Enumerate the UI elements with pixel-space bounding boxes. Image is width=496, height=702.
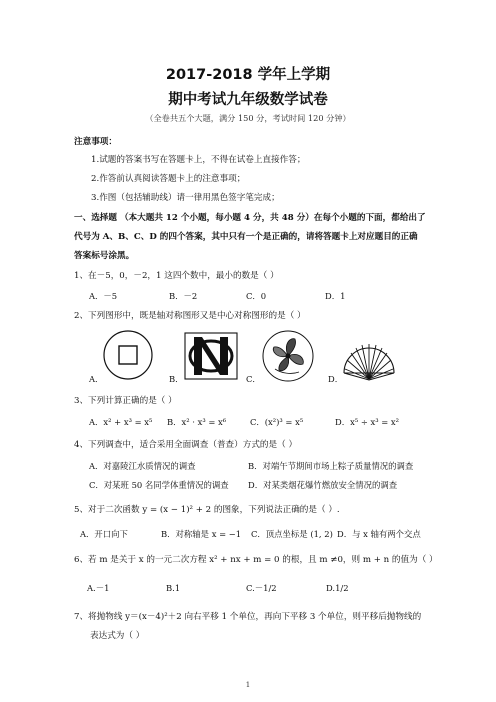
option-b: B.1 (166, 583, 181, 593)
option-a: A．－5 (89, 291, 118, 301)
option-c: C．(x²)³ = x⁵ (250, 417, 304, 427)
section-intro-line: 答案标号涂黑。 (74, 251, 135, 261)
circle-with-square-figure (102, 329, 154, 381)
option-a: A．开口向下 (80, 529, 128, 539)
question-stem: 6、若 m 是关于 x 的一元二次方程 x² + nx + m = 0 的根，且 m ≠0，则 m + n 的值为（ ） (74, 555, 438, 565)
option-b: B．对称轴是 x = −1 (161, 529, 242, 539)
option-c: C．顶点坐标是 (1, 2) (251, 529, 333, 539)
option-c: C．0 (246, 291, 267, 301)
title-line-2: 期中考试九年级数学试卷 (168, 92, 328, 108)
option-c: C． (246, 374, 261, 384)
question-stem: 1、在－5，0，－2，1 这四个数中，最小的数是（ ） (74, 271, 279, 281)
option-d: D．x⁵ ÷ x³ = x² (335, 417, 400, 427)
question-stem: 7、将抛物线 y＝(x－4)²＋2 向右平移 1 个单位，再向下平移 3 个单位，则平移后抛物线的 (74, 612, 422, 622)
exam-subtitle: （全卷共五个大题，满分 150 分，考试时间 120 分钟） (145, 113, 351, 123)
option-a: A．x² + x³ = x⁵ (89, 417, 153, 427)
section-intro-line: 一、选择题 （本大题共 12 个小题，每小题 4 分，共 48 分）在每个小题的下面，都给出了 (74, 213, 426, 223)
option-b: B．x² · x³ = x⁶ (167, 417, 227, 427)
question-stem: 2、下列图形中，既是轴对称图形又是中心对称图形的是（ ） (74, 311, 306, 321)
option-d: D.1/2 (326, 583, 349, 593)
option-d: D．1 (325, 291, 346, 301)
option-b: B．对端午节期间市场上粽子质量情况的调查 (248, 461, 414, 471)
option-b: B．－2 (169, 291, 198, 301)
note-item: 1.试题的答案书写在答题卡上，不得在试卷上直接作答； (91, 155, 306, 165)
notes-heading: 注意事项： (74, 137, 117, 147)
option-c: C．对某班 50 名同学体重情况的调查 (89, 480, 229, 490)
option-a: A． (89, 374, 104, 384)
option-d: D．对某类烟花爆竹燃放安全情况的调查 (248, 480, 398, 490)
note-item: 3.作图（包括辅助线）请一律用黑色签字笔完成； (91, 193, 280, 203)
note-item: 2.作答前认真阅读答题卡上的注意事项； (91, 174, 246, 184)
option-d: D． (328, 374, 344, 384)
fan-figure (340, 329, 398, 383)
section-intro-line: 代号为 A、B、C、D 的四个答案，其中只有一个是正确的，请将答题卡上对应题目的正确 (74, 232, 418, 242)
option-d: D．与 x 轴有两个交点 (337, 529, 421, 539)
option-b: B． (169, 374, 184, 384)
question-stem: 3、下列计算正确的是（ ） (74, 396, 177, 406)
option-a: A.－1 (87, 583, 110, 593)
option-a: A．对嘉陵江水质情况的调查 (89, 461, 196, 471)
title-line-1: 2017-2018 学年上学期 (165, 67, 331, 83)
option-c: C.－1/2 (246, 583, 277, 593)
n-over-circle-figure (183, 331, 239, 381)
flower-in-circle-figure (261, 329, 315, 383)
question-stem-continued: 表达式为（ ） (90, 631, 145, 641)
question-stem: 5、对于二次函数 y = (x − 1)² + 2 的图象，下列说法正确的是（ ）. (74, 505, 340, 515)
question-stem: 4、下列调查中，适合采用全面调查（普查）方式的是（ ） (74, 440, 298, 450)
page-number: 1 (245, 681, 251, 689)
